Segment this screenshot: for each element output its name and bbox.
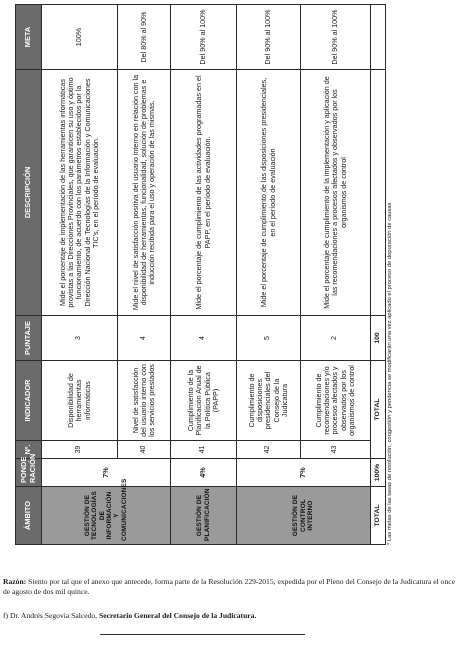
header-numero: Nº. — [16, 441, 42, 459]
signature-rule — [100, 634, 305, 635]
table-row — [171, 5, 237, 545]
header-ponderacion: PONDE RACIÓN — [16, 459, 42, 487]
descripcion-cell: Mide el nivel de satisfacción positiva del usuario interno en relación con la disponibilidad de herramientas, funcionalidad, solución de problemas e inducción recibida para el uso y operación de las mismas. — [118, 70, 171, 316]
indicador-cell: Nivel de satisfacción del usuario interno con los servicios prestados — [118, 361, 171, 441]
indicador-cell: Cumplimiento de disposiciones presidenciales del Consejo de la Judicatura — [237, 361, 301, 441]
puntaje-cell: 4 — [118, 316, 171, 361]
ambito-cell: GESTIÓN DE CONTROL INTERNO — [237, 487, 371, 545]
indicador-cell: Cumplimiento de la Planificación Anual de la Política Pública (PAPP) — [171, 361, 237, 441]
total-empty-desc — [371, 70, 386, 316]
meta-cell: Del 90% al 100% — [171, 5, 237, 70]
razon-paragraph — [3, 577, 455, 598]
rotated-annex-table — [15, 5, 393, 545]
header-meta: META — [16, 5, 42, 70]
ponderacion-cell: 7% — [237, 459, 371, 487]
header-indicador: INDICADOR — [16, 361, 42, 441]
descripcion-cell: Mide el porcentaje de cumplimiento de la implementación y aplicación de las recomendaciones a procesos afectados y observados por los organismos de control — [301, 70, 371, 316]
table-footnote: * Las metas de las tasas de resolución, congestión y pendencia se modificarán una vez aplicado el proceso de depuración de causas — [387, 202, 393, 545]
puntaje-cell: 5 — [237, 316, 301, 361]
numero-cell: 42 — [237, 441, 301, 459]
table-header-row — [16, 5, 42, 545]
puntaje-cell: 2 — [301, 316, 371, 361]
numero-cell: 39 — [42, 441, 118, 459]
indicators-table — [15, 4, 386, 545]
descripcion-cell: Mide el porcentaje de cumplimiento de las disposiciones presidenciales, en el período de evaluación — [237, 70, 301, 316]
signature-line-text — [3, 611, 455, 620]
header-puntaje: PUNTAJE — [16, 316, 42, 361]
indicador-cell: Disponibilidad de herramientas informáticas — [42, 361, 118, 441]
total-puntaje: 100 — [371, 316, 386, 361]
meta-cell: Del 90% al 100% — [301, 5, 371, 70]
total-label: TOTAL — [371, 487, 386, 545]
meta-cell: Del 90% al 100% — [237, 5, 301, 70]
numero-cell: 40 — [118, 441, 171, 459]
descripcion-cell: Mide el porcentaje de cumplimiento de las actividades programadas en el PAPP, en el período de evaluación. — [171, 70, 237, 316]
descripcion-cell: Mide el porcentaje de implementación de las herramientas informáticas provistas a las Direcciones Provinciales, que garanticen su uso y óptimo funcionamiento, de acuerdo con los parámetros establecidos por la Dirección Nacional de Tecnologías de la Información y Comunicaciones TIC's, en el período de evaluación. — [42, 70, 118, 316]
ambito-cell: GESTIÓN DE TECNOLOGÍAS DE INFORMACIÓN Y COMUNICACIONES — [42, 487, 171, 545]
ponderacion-cell: 4% — [171, 459, 237, 487]
total-row — [371, 5, 386, 545]
ambito-cell: GESTIÓN DE PLANIFICACIÓN — [171, 487, 237, 545]
razon-label: Razón: — [3, 577, 27, 586]
razon-text: Siento por tal que el anexo que antecede, forma parte de la Resolución 229-2015, expedida por el Pleno del Consejo de la Judicatura el once de agosto de dos mil quince. — [3, 577, 455, 597]
meta-cell: Del 80% al 90% — [118, 5, 171, 70]
header-ambito: ÁMBITO — [16, 487, 42, 545]
meta-cell: 100% — [42, 5, 118, 70]
total-ponderacion: 100% — [371, 459, 386, 487]
numero-cell: 41 — [171, 441, 237, 459]
table-row — [237, 5, 301, 545]
ponderacion-cell: 7% — [42, 459, 171, 487]
table-row — [42, 5, 118, 545]
puntaje-cell: 3 — [42, 316, 118, 361]
header-descripcion: DESCRIPCIÓN — [16, 70, 42, 316]
numero-cell: 43 — [301, 441, 371, 459]
indicador-cell: Cumplimiento de recomendaciones y/o procesos afectados y observados por los organismos de control — [301, 361, 371, 441]
total-numero-label: TOTAL — [371, 361, 386, 459]
total-empty-meta — [371, 5, 386, 70]
puntaje-cell: 4 — [171, 316, 237, 361]
firma-cargo: Secretario General del Consejo de la Judicatura. — [98, 611, 257, 620]
firma-prefix: f) Dr. Andrés Segovia Salcedo, — [3, 611, 98, 620]
